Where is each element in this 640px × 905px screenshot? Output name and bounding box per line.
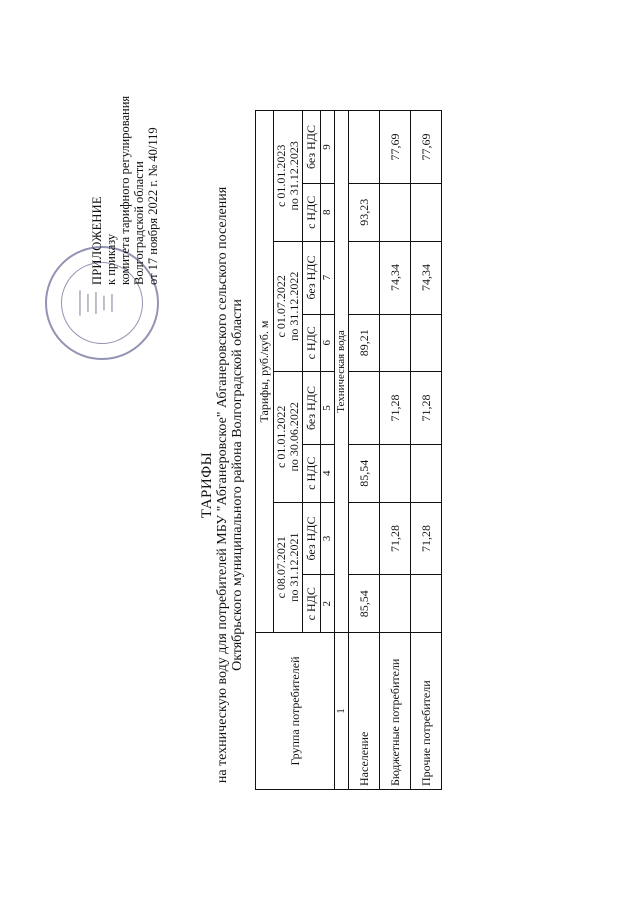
column-number: 1 <box>335 633 349 790</box>
column-number: 9 <box>321 111 335 184</box>
column-number: 4 <box>321 445 335 503</box>
document-title: ТАРИФЫ <box>199 451 215 519</box>
period-header: с 08.07.2021 по 31.12.2021 <box>274 502 303 632</box>
tariff-value <box>349 502 380 575</box>
consumer-group-name: Бюджетные потребители <box>380 633 411 790</box>
tariff-value <box>349 372 380 445</box>
tariff-value <box>411 575 442 633</box>
table-row <box>349 111 380 790</box>
document-title-block <box>200 185 245 785</box>
tariff-value <box>380 184 411 242</box>
column-number: 7 <box>321 241 335 314</box>
tariffs-header-cell: Тарифы, руб./куб. м <box>256 111 274 633</box>
period-header: с 01.01.2023 по 31.12.2023 <box>274 111 303 242</box>
tariff-value: 85,54 <box>349 445 380 503</box>
tariff-value: 77,69 <box>411 111 442 184</box>
section-heading: Техническая вода <box>335 111 349 633</box>
table-header-row-1 <box>256 111 274 790</box>
tariff-value: 74,34 <box>411 241 442 314</box>
column-number: 2 <box>321 575 335 633</box>
column-number: 5 <box>321 372 335 445</box>
vat-with-header: с НДС <box>303 445 321 503</box>
tariff-value <box>349 241 380 314</box>
column-number: 6 <box>321 314 335 372</box>
document-subtitle-line1: на техническую воду для потребителей МБУ "Абганеровское" Абганеровского сельского поселения <box>215 186 230 784</box>
tariff-value <box>411 314 442 372</box>
tariff-value: 71,28 <box>380 372 411 445</box>
consumer-group-name: Население <box>349 633 380 790</box>
tariffs-table <box>255 110 442 790</box>
tariff-value: 71,28 <box>380 502 411 575</box>
tariff-value: 93,23 <box>349 184 380 242</box>
vat-without-header: без НДС <box>303 372 321 445</box>
tariff-value <box>411 184 442 242</box>
appendix-date-number: от 17 ноября 2022 г. № 40/119 <box>146 127 160 285</box>
column-number-first-row <box>335 111 349 790</box>
vat-without-header: без НДС <box>303 111 321 184</box>
vat-without-header: без НДС <box>303 502 321 575</box>
tariff-value: 71,28 <box>411 502 442 575</box>
tariff-value: 77,69 <box>380 111 411 184</box>
seal-graphic: ━━━━━━━ ━━━━━ ━━━━━━ ━━━━ ━━━━━ <box>78 290 116 316</box>
document-subtitle-line2: Октябрьского муниципального района Волгоградской области <box>230 299 245 671</box>
tariff-value <box>380 575 411 633</box>
tariff-value: 74,34 <box>380 241 411 314</box>
vat-with-header: с НДС <box>303 314 321 372</box>
vat-with-header: с НДС <box>303 575 321 633</box>
tariff-value: 85,54 <box>349 575 380 633</box>
column-number: 3 <box>321 502 335 575</box>
vat-without-header: без НДС <box>303 241 321 314</box>
tariff-value: 89,21 <box>349 314 380 372</box>
tariff-value <box>380 314 411 372</box>
vat-with-header: с НДС <box>303 184 321 242</box>
period-header: с 01.01.2022 по 30.06.2022 <box>274 372 303 502</box>
table-row <box>380 111 411 790</box>
consumer-group-name: Прочие потребители <box>411 633 442 790</box>
period-header: с 01.07.2022 по 31.12.2022 <box>274 241 303 371</box>
table-row <box>411 111 442 790</box>
tariff-value: 71,28 <box>411 372 442 445</box>
column-number: 8 <box>321 184 335 242</box>
tariff-value <box>411 445 442 503</box>
appendix-block <box>90 15 160 285</box>
tariff-value <box>349 111 380 184</box>
tariff-value <box>380 445 411 503</box>
appendix-committee: комитета тарифного регулирования <box>118 95 132 285</box>
appendix-order-ref: к приказу <box>104 233 118 285</box>
appendix-region: Волгоградской области <box>132 161 146 285</box>
appendix-heading: ПРИЛОЖЕНИЕ <box>90 196 104 285</box>
group-header-cell: Группа потребителей <box>256 633 335 790</box>
